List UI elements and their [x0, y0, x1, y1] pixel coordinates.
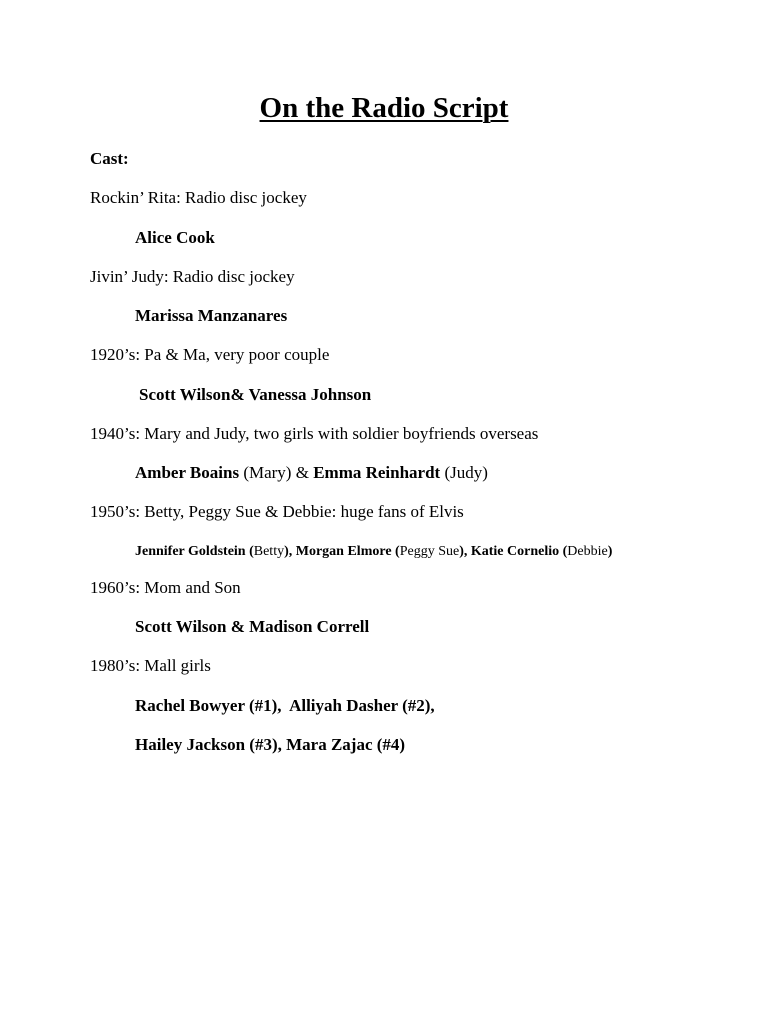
character-name: (Judy) [440, 463, 488, 482]
role-line: 1960’s: Mom and Son [90, 578, 241, 597]
role-line: 1980’s: Mall girls [90, 656, 211, 675]
character-name: Betty [253, 544, 285, 559]
actor-name: Emma Reinhardt [313, 463, 441, 482]
role-line: 1920’s: Pa & Ma, very poor couple [90, 345, 330, 364]
actor-line: Scott Wilson& Vanessa Johnson [139, 385, 372, 404]
page-title: On the Radio Script [259, 92, 509, 124]
actor-name: ) [607, 544, 613, 559]
actor-line: Alice Cook [135, 228, 215, 247]
actor-line [135, 542, 612, 562]
actor-name: ), Morgan Elmore ( [284, 544, 400, 559]
actor-line: Hailey Jackson (#3), Mara Zajac (#4) [135, 735, 406, 754]
actor-name: Amber Boains [135, 463, 240, 482]
role-line: Jivin’ Judy: Radio disc jockey [90, 267, 295, 286]
actor-line: Rachel Bowyer (#1), Alliyah Dasher (#2), [135, 696, 435, 715]
actor-line [135, 463, 488, 483]
character-name: Debbie [567, 544, 608, 559]
character-name: Peggy Sue [399, 544, 460, 559]
role-line: 1940’s: Mary and Judy, two girls with soldier boyfriends overseas [90, 424, 539, 443]
actor-name: ), Katie Cornelio ( [459, 544, 568, 559]
cast-heading: Cast: [90, 149, 129, 168]
role-line: 1950’s: Betty, Peggy Sue & Debbie: huge fans of Elvis [90, 502, 464, 521]
actor-name: Jennifer Goldstein ( [135, 544, 254, 559]
role-line: Rockin’ Rita: Radio disc jockey [90, 188, 307, 207]
actor-line: Marissa Manzanares [135, 306, 288, 325]
actor-line: Scott Wilson & Madison Correll [135, 617, 370, 636]
character-name: (Mary) & [239, 463, 314, 482]
